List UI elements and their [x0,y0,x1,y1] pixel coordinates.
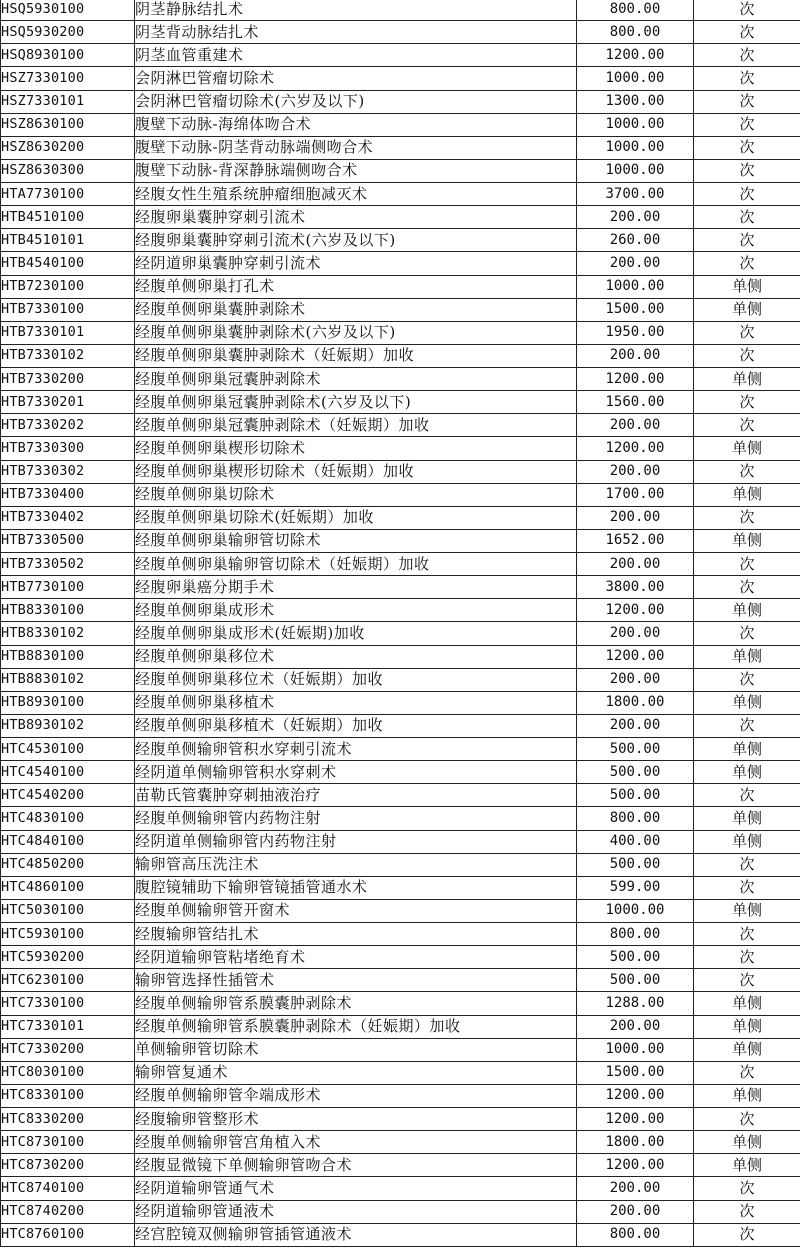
item-price-cell: 1000.00 [577,899,694,922]
item-name-cell: 经腹单侧输卵管伞端成形术 [135,1084,577,1107]
item-name-cell: 输卵管复通术 [135,1061,577,1084]
item-unit-cell: 单侧 [694,899,800,922]
table-row [1,992,800,1015]
table-row [1,344,800,367]
table-row [1,876,800,899]
item-unit-cell: 次 [694,1177,800,1200]
table-row [1,784,800,807]
item-price-cell: 500.00 [577,784,694,807]
item-name-cell: 输卵管高压洗注术 [135,853,577,876]
item-code-cell: HTC6230100 [1,969,135,992]
item-code-cell: HTC7330200 [1,1038,135,1061]
item-unit-cell: 单侧 [694,645,800,668]
table-row [1,414,800,437]
item-name-cell: 经腹单侧卵巢楔形切除术（妊娠期）加收 [135,460,577,483]
item-code-cell: HTC8730100 [1,1131,135,1154]
item-name-cell: 腹壁下动脉-背深静脉端侧吻合术 [135,159,577,182]
item-code-cell: HSZ8630200 [1,136,135,159]
item-name-cell: 经腹单侧卵巢囊肿剥除术（妊娠期）加收 [135,344,577,367]
item-price-cell: 1200.00 [577,1084,694,1107]
item-price-cell: 1950.00 [577,321,694,344]
item-unit-cell: 次 [694,923,800,946]
item-code-cell: HTB7330202 [1,414,135,437]
item-code-cell: HTB8930100 [1,691,135,714]
item-code-cell: HTB7330100 [1,298,135,321]
item-price-cell: 599.00 [577,876,694,899]
item-code-cell: HTB7330502 [1,553,135,576]
item-price-cell: 260.00 [577,229,694,252]
item-code-cell: HTC4530100 [1,738,135,761]
table-row [1,807,800,830]
item-name-cell: 阴茎静脉结扎术 [135,0,577,21]
item-name-cell: 经腹单侧输卵管积水穿刺引流术 [135,738,577,761]
fee-table-body [1,0,800,1246]
item-price-cell: 1560.00 [577,391,694,414]
item-unit-cell: 单侧 [694,830,800,853]
table-row [1,923,800,946]
item-unit-cell: 单侧 [694,807,800,830]
table-row [1,136,800,159]
item-name-cell: 经腹输卵管整形术 [135,1108,577,1131]
item-name-cell: 经腹单侧卵巢移植术（妊娠期）加收 [135,714,577,737]
item-code-cell: HTC8740100 [1,1177,135,1200]
item-name-cell: 输卵管选择性插管术 [135,969,577,992]
item-unit-cell: 次 [694,1223,800,1246]
item-price-cell: 200.00 [577,714,694,737]
item-name-cell: 会阴淋巴管瘤切除术 [135,67,577,90]
item-price-cell: 200.00 [577,344,694,367]
table-row [1,0,800,21]
item-price-cell: 1200.00 [577,599,694,622]
item-name-cell: 腹壁下动脉-阴茎背动脉端侧吻合术 [135,136,577,159]
item-price-cell: 200.00 [577,252,694,275]
item-price-cell: 1500.00 [577,298,694,321]
item-price-cell: 1000.00 [577,275,694,298]
item-name-cell: 腹壁下动脉-海绵体吻合术 [135,113,577,136]
item-unit-cell: 单侧 [694,1154,800,1177]
item-unit-cell: 单侧 [694,437,800,460]
item-unit-cell: 单侧 [694,691,800,714]
item-price-cell: 200.00 [577,506,694,529]
item-unit-cell: 次 [694,1061,800,1084]
table-row [1,183,800,206]
item-name-cell: 经腹单侧卵巢楔形切除术 [135,437,577,460]
item-unit-cell: 单侧 [694,298,800,321]
table-row [1,275,800,298]
item-name-cell: 经腹单侧卵巢切除术 [135,483,577,506]
table-row [1,645,800,668]
item-name-cell: 经腹单侧卵巢移位术（妊娠期）加收 [135,668,577,691]
item-unit-cell: 次 [694,553,800,576]
item-price-cell: 1200.00 [577,437,694,460]
table-row [1,1131,800,1154]
item-price-cell: 1288.00 [577,992,694,1015]
table-row [1,206,800,229]
item-unit-cell: 次 [694,506,800,529]
item-price-cell: 500.00 [577,946,694,969]
item-unit-cell: 次 [694,414,800,437]
item-unit-cell: 次 [694,391,800,414]
table-row [1,21,800,44]
item-unit-cell: 次 [694,668,800,691]
item-name-cell: 苗勒氏管囊肿穿刺抽液治疗 [135,784,577,807]
item-name-cell: 经腹单侧输卵管开窗术 [135,899,577,922]
item-code-cell: HSZ8630300 [1,159,135,182]
table-row [1,969,800,992]
item-name-cell: 腹腔镜辅助下输卵管镜插管通水术 [135,876,577,899]
item-name-cell: 经腹单侧卵巢移位术 [135,645,577,668]
table-row [1,321,800,344]
item-name-cell: 经腹单侧输卵管系膜囊肿剥除术（妊娠期）加收 [135,1015,577,1038]
table-row [1,738,800,761]
item-price-cell: 1800.00 [577,1131,694,1154]
item-name-cell: 经腹女性生殖系统肿瘤细胞减灭术 [135,183,577,206]
item-code-cell: HTC4840100 [1,830,135,853]
item-code-cell: HTB7330402 [1,506,135,529]
item-code-cell: HTB4540100 [1,252,135,275]
item-unit-cell: 单侧 [694,599,800,622]
item-price-cell: 200.00 [577,668,694,691]
item-price-cell: 3800.00 [577,576,694,599]
item-unit-cell: 单侧 [694,738,800,761]
table-row [1,853,800,876]
item-unit-cell: 单侧 [694,992,800,1015]
item-code-cell: HTB7230100 [1,275,135,298]
item-unit-cell: 次 [694,21,800,44]
item-name-cell: 经腹单侧卵巢输卵管切除术（妊娠期）加收 [135,553,577,576]
item-price-cell: 200.00 [577,460,694,483]
item-code-cell: HTB7330300 [1,437,135,460]
item-name-cell: 经腹单侧输卵管系膜囊肿剥除术 [135,992,577,1015]
item-unit-cell: 次 [694,576,800,599]
item-price-cell: 200.00 [577,1200,694,1223]
item-code-cell: HTB8830100 [1,645,135,668]
item-price-cell: 200.00 [577,1015,694,1038]
item-name-cell: 阴茎血管重建术 [135,44,577,67]
item-unit-cell: 次 [694,460,800,483]
table-row [1,946,800,969]
table-row [1,1061,800,1084]
item-code-cell: HSZ8630100 [1,113,135,136]
table-row [1,391,800,414]
item-unit-cell: 次 [694,321,800,344]
item-unit-cell: 次 [694,969,800,992]
item-name-cell: 经腹单侧卵巢囊肿剥除术 [135,298,577,321]
item-name-cell: 经腹单侧卵巢成形术(妊娠期)加收 [135,622,577,645]
table-row [1,830,800,853]
item-code-cell: HTC8730200 [1,1154,135,1177]
item-unit-cell: 次 [694,946,800,969]
table-row [1,599,800,622]
item-price-cell: 400.00 [577,830,694,853]
item-code-cell: HTB7330500 [1,529,135,552]
item-unit-cell: 次 [694,229,800,252]
item-name-cell: 经腹卵巢囊肿穿刺引流术 [135,206,577,229]
item-unit-cell: 单侧 [694,529,800,552]
item-price-cell: 200.00 [577,553,694,576]
item-unit-cell: 单侧 [694,368,800,391]
item-unit-cell: 次 [694,90,800,113]
item-unit-cell: 次 [694,44,800,67]
item-price-cell: 1200.00 [577,368,694,391]
table-row [1,668,800,691]
item-price-cell: 500.00 [577,969,694,992]
item-code-cell: HSZ7330100 [1,67,135,90]
table-row [1,483,800,506]
item-code-cell: HTB7330101 [1,321,135,344]
item-unit-cell: 次 [694,344,800,367]
item-code-cell: HTB4510101 [1,229,135,252]
table-row [1,1108,800,1131]
item-name-cell: 经腹单侧卵巢冠囊肿剥除术(六岁及以下) [135,391,577,414]
item-price-cell: 1300.00 [577,90,694,113]
item-code-cell: HTB8930102 [1,714,135,737]
item-code-cell: HTC8330200 [1,1108,135,1131]
item-code-cell: HTB7330200 [1,368,135,391]
item-name-cell: 经阴道输卵管通液术 [135,1200,577,1223]
item-name-cell: 经腹单侧卵巢移植术 [135,691,577,714]
table-row [1,899,800,922]
item-code-cell: HSQ8930100 [1,44,135,67]
item-name-cell: 经阴道输卵管粘堵绝育术 [135,946,577,969]
item-unit-cell: 单侧 [694,1038,800,1061]
item-unit-cell: 单侧 [694,275,800,298]
item-code-cell: HTB8330102 [1,622,135,645]
table-row [1,622,800,645]
item-code-cell: HTB7330302 [1,460,135,483]
item-price-cell: 1000.00 [577,1038,694,1061]
item-code-cell: HTA7730100 [1,183,135,206]
table-row [1,437,800,460]
table-row [1,298,800,321]
table-row [1,159,800,182]
table-row [1,691,800,714]
table-row [1,761,800,784]
table-row [1,714,800,737]
item-code-cell: HTC4540200 [1,784,135,807]
item-name-cell: 经腹单侧卵巢打孔术 [135,275,577,298]
table-row [1,44,800,67]
item-price-cell: 800.00 [577,0,694,21]
item-name-cell: 经阴道卵巢囊肿穿刺引流术 [135,252,577,275]
item-price-cell: 800.00 [577,1223,694,1246]
item-name-cell: 经阴道单侧输卵管内药物注射 [135,830,577,853]
item-code-cell: HTB8330100 [1,599,135,622]
item-price-cell: 1200.00 [577,44,694,67]
table-row [1,368,800,391]
item-price-cell: 500.00 [577,761,694,784]
item-price-cell: 800.00 [577,923,694,946]
item-code-cell: HTB4510100 [1,206,135,229]
item-price-cell: 500.00 [577,738,694,761]
item-name-cell: 经腹显微镜下单侧输卵管吻合术 [135,1154,577,1177]
item-code-cell: HTB8830102 [1,668,135,691]
item-name-cell: 会阴淋巴管瘤切除术(六岁及以下) [135,90,577,113]
item-name-cell: 经阴道输卵管通气术 [135,1177,577,1200]
item-unit-cell: 次 [694,0,800,21]
item-code-cell: HTC8760100 [1,1223,135,1246]
item-code-cell: HTB7330102 [1,344,135,367]
table-row [1,113,800,136]
item-code-cell: HTC5030100 [1,899,135,922]
item-code-cell: HSQ5930100 [1,0,135,21]
item-unit-cell: 次 [694,622,800,645]
item-unit-cell: 次 [694,1108,800,1131]
table-row [1,1154,800,1177]
item-price-cell: 500.00 [577,853,694,876]
item-unit-cell: 次 [694,183,800,206]
item-unit-cell: 单侧 [694,761,800,784]
item-code-cell: HTB7330201 [1,391,135,414]
item-name-cell: 经腹卵巢囊肿穿刺引流术(六岁及以下) [135,229,577,252]
item-unit-cell: 次 [694,853,800,876]
item-name-cell: 经宫腔镜双侧输卵管插管通液术 [135,1223,577,1246]
item-code-cell: HTC8030100 [1,1061,135,1084]
item-code-cell: HTC4540100 [1,761,135,784]
item-name-cell: 经腹单侧卵巢冠囊肿剥除术 [135,368,577,391]
item-unit-cell: 次 [694,67,800,90]
item-code-cell: HTC4830100 [1,807,135,830]
item-price-cell: 1652.00 [577,529,694,552]
item-price-cell: 1000.00 [577,159,694,182]
table-row [1,1038,800,1061]
item-code-cell: HTC5930100 [1,923,135,946]
item-unit-cell: 次 [694,1200,800,1223]
item-unit-cell: 单侧 [694,1015,800,1038]
item-name-cell: 经腹输卵管结扎术 [135,923,577,946]
item-code-cell: HTC7330101 [1,1015,135,1038]
item-code-cell: HTB7330400 [1,483,135,506]
item-code-cell: HTB7730100 [1,576,135,599]
item-price-cell: 1800.00 [577,691,694,714]
item-name-cell: 经腹单侧卵巢切除术(妊娠期）加收 [135,506,577,529]
item-unit-cell: 单侧 [694,1131,800,1154]
item-price-cell: 1200.00 [577,1108,694,1131]
item-price-cell: 1000.00 [577,67,694,90]
item-price-cell: 1500.00 [577,1061,694,1084]
item-unit-cell: 次 [694,714,800,737]
item-price-cell: 1700.00 [577,483,694,506]
item-code-cell: HSQ5930200 [1,21,135,44]
item-unit-cell: 次 [694,784,800,807]
item-unit-cell: 次 [694,159,800,182]
table-row [1,576,800,599]
table-row [1,1223,800,1246]
item-price-cell: 3700.00 [577,183,694,206]
item-unit-cell: 次 [694,206,800,229]
item-name-cell: 单侧输卵管切除术 [135,1038,577,1061]
item-name-cell: 经腹单侧卵巢成形术 [135,599,577,622]
item-unit-cell: 次 [694,876,800,899]
item-name-cell: 经腹单侧输卵管宫角植入术 [135,1131,577,1154]
item-unit-cell: 次 [694,136,800,159]
item-unit-cell: 次 [694,113,800,136]
item-name-cell: 经腹卵巢癌分期手术 [135,576,577,599]
item-price-cell: 200.00 [577,414,694,437]
item-unit-cell: 单侧 [694,1084,800,1107]
table-row [1,553,800,576]
table-row [1,506,800,529]
item-code-cell: HTC4860100 [1,876,135,899]
item-name-cell: 经腹单侧卵巢输卵管切除术 [135,529,577,552]
item-name-cell: 阴茎背动脉结扎术 [135,21,577,44]
item-price-cell: 200.00 [577,206,694,229]
table-row [1,1200,800,1223]
item-price-cell: 1000.00 [577,136,694,159]
item-unit-cell: 次 [694,252,800,275]
table-row [1,1084,800,1107]
item-price-cell: 200.00 [577,622,694,645]
item-price-cell: 200.00 [577,1177,694,1200]
item-price-cell: 800.00 [577,21,694,44]
item-code-cell: HTC8330100 [1,1084,135,1107]
item-name-cell: 经阴道单侧输卵管积水穿刺术 [135,761,577,784]
table-row [1,90,800,113]
table-row [1,252,800,275]
item-price-cell: 1000.00 [577,113,694,136]
item-price-cell: 1200.00 [577,1154,694,1177]
item-code-cell: HTC7330100 [1,992,135,1015]
table-row [1,229,800,252]
item-unit-cell: 单侧 [694,483,800,506]
item-code-cell: HTC8740200 [1,1200,135,1223]
table-row [1,460,800,483]
item-code-cell: HTC5930200 [1,946,135,969]
item-price-cell: 800.00 [577,807,694,830]
item-price-cell: 1200.00 [577,645,694,668]
item-name-cell: 经腹单侧卵巢囊肿剥除术(六岁及以下) [135,321,577,344]
table-row [1,67,800,90]
item-name-cell: 经腹单侧输卵管内药物注射 [135,807,577,830]
item-code-cell: HSZ7330101 [1,90,135,113]
item-name-cell: 经腹单侧卵巢冠囊肿剥除术（妊娠期）加收 [135,414,577,437]
table-row [1,1015,800,1038]
table-row [1,529,800,552]
item-code-cell: HTC4850200 [1,853,135,876]
table-row [1,1177,800,1200]
